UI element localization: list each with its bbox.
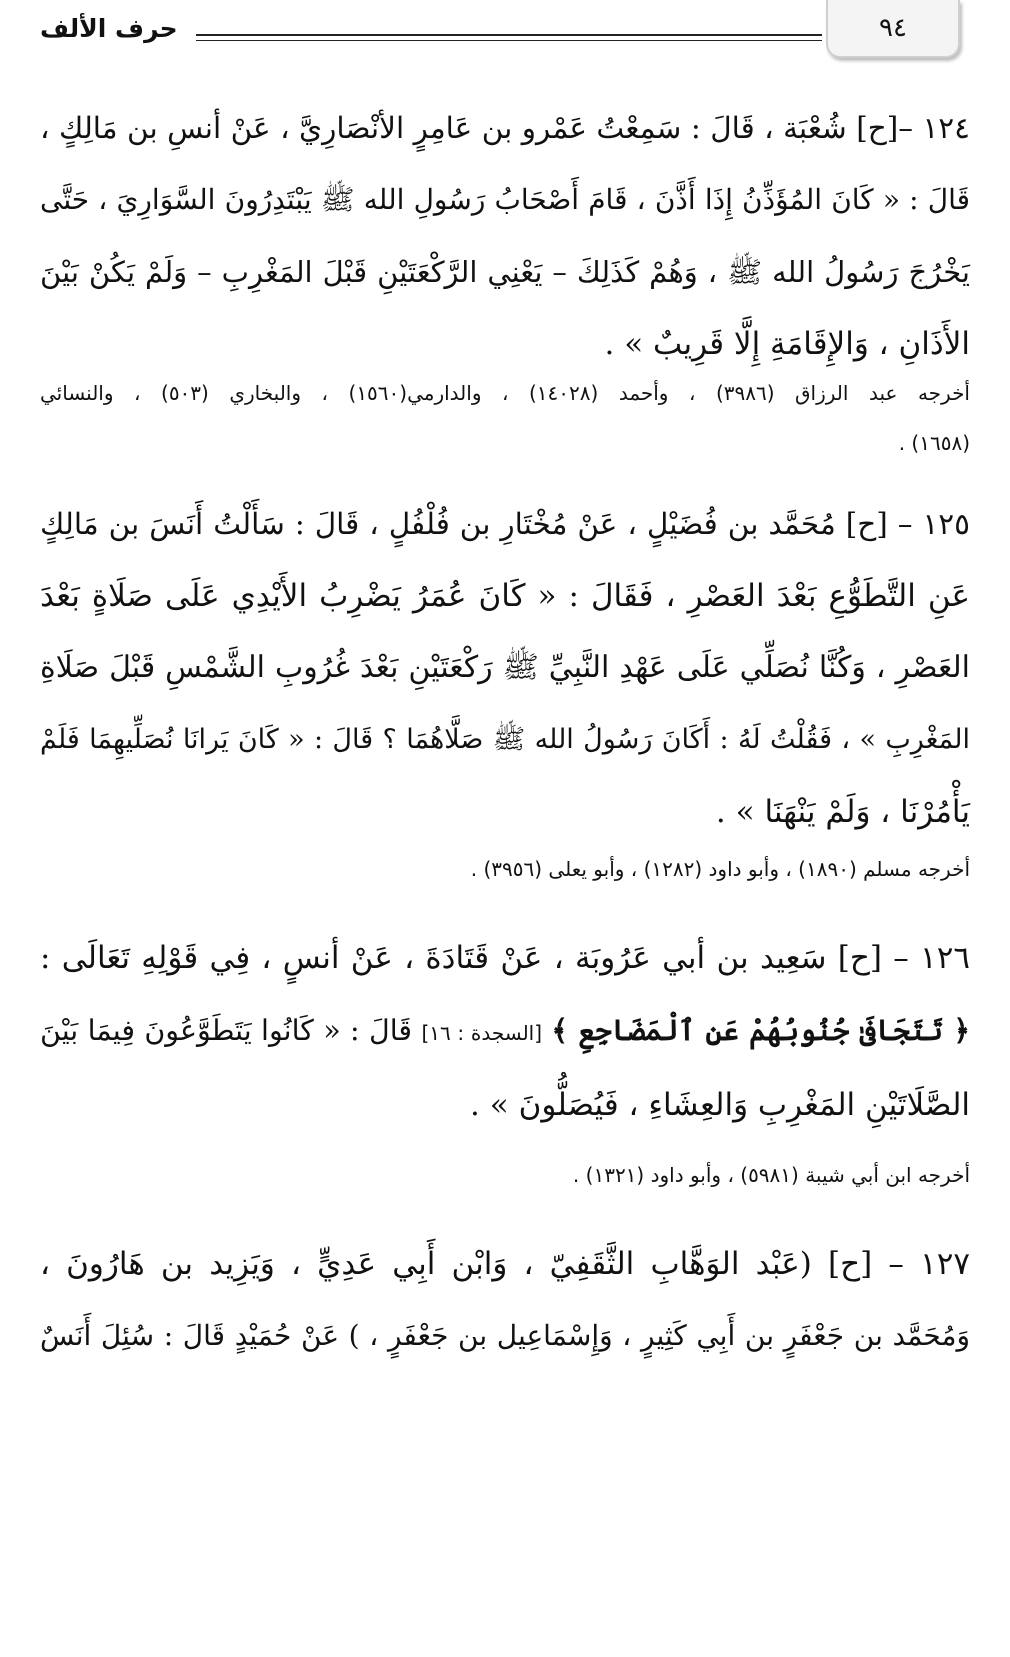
hadith-125-source — [40, 844, 970, 894]
hadith-line: ١٢٦ – [ح] سَعِيد بن أبي عَرُوبَة ، عَنْ قَتَادَةَ ، عَنْ أنسٍ ، فِي قَوْلِهِ تَعَالَى : — [40, 940, 970, 976]
hadith-126-source — [40, 1150, 970, 1200]
hadith-line: يَخْرُجَ رَسُولُ الله ﷺ ، وَهُمْ كَذَلِكَ – يَعْنِي الرَّكْعَتَيْنِ قَبْلَ المَغْرِبِ – وَلَمْ يَكُنْ بَيْنَ — [40, 255, 970, 289]
quran-verse: ﴿ تَتَجَافَىٰ جُنُوبُهُمْ عَنِ ٱلْمَضَاجِعِ ﴾ — [551, 1013, 971, 1047]
hadith-line: ١٢٤ –[ح] شُعْبَة ، قَالَ : سَمِعْتُ عَمْرو بن عَامِرٍ الأنْصَارِيَّ ، عَنْ أنسِ بن مَالِكٍ ، — [40, 111, 970, 145]
hadith-line: ١٢٧ – [ح] (عَبْد الوَهَّابِ الثَّقَفِيّ ، وَابْن أَبِي عَدِيٍّ ، وَيَزِيد بن هَارُونَ ، — [40, 1246, 970, 1282]
hadith-line-with-verse — [40, 994, 970, 1069]
hadith-line: ١٢٥ – [ح] مُحَمَّد بن فُضَيْلٍ ، عَنْ مُخْتَارِ بن فُلْفُلٍ ، قَالَ : سَأَلْتُ أَنَسَ بن مَالِكٍ — [40, 507, 970, 541]
page-number-tab — [826, 0, 960, 58]
hadith-line: قَالَ : « كَانَ المُؤَذِّنُ إِذَا أَذَّنَ ، قَامَ أَصْحَابُ رَسُولِ الله ﷺ يَبْتَدِرُونَ السَّوَارِيَ ، حَتَّى — [40, 183, 970, 216]
source-line: أخرجه مسلم (١٨٩٠) ، وأبو داود (١٢٨٢) ، وأبو يعلى (٣٩٥٦) . — [470, 857, 970, 881]
hadith-line-rest: قَالَ : « كَانُوا يَتَطَوَّعُونَ فِيمَا بَيْنَ — [40, 1014, 413, 1047]
hadith-line: وَمُحَمَّد بن جَعْفَرٍ بن أَبِي كَثِيرٍ ، وَإِسْمَاعِيل بن جَعْفَرٍ ، ) عَنْ حُمَيْدٍ قَالَ : سُئِلَ أَنَسٌ — [40, 1319, 970, 1352]
hadith-127 — [40, 1228, 970, 1372]
hadith-line: الصَّلَاتَيْنِ المَغْرِبِ وَالعِشَاءِ ، فَيُصَلُّونَ » . — [470, 1087, 970, 1123]
hadith-line: الأَذَانِ ، وَالإِقَامَةِ إِلَّا قَرِيبٌ » . — [604, 326, 970, 362]
hadith-124 — [40, 92, 970, 380]
hadith-line: عَنِ التَّطَوُّعِ بَعْدَ العَصْرِ ، فَقَالَ : « كَانَ عُمَرُ يَضْرِبُ الأَيْدِي عَلَى صَلَاةٍ بَعْدَ — [40, 578, 970, 614]
page-number: ٩٤ — [879, 13, 907, 43]
source-line: أخرجه عبد الرزاق (٣٩٨٦) ، وأحمد (١٤٠٢٨) ، والدارمي(١٥٦٠) ، والبخاري (٥٠٣) ، والنسائي — [40, 381, 970, 405]
hadith-line: العَصْرِ ، وَكُنَّا نُصَلِّي عَلَى عَهْدِ النَّبِيِّ ﷺ رَكْعَتَيْنِ بَعْدَ غُرُوبِ الشَّمْسِ قَبْلَ صَلَاةِ — [40, 650, 970, 685]
hadith-126 — [40, 922, 970, 1141]
hadith-line: المَغْرِبِ » ، فَقُلْتُ لَهُ : أَكَانَ رَسُولُ الله ﷺ صَلَّاهُمَا ؟ قَالَ : « كَانَ يَرانَا نُصَلِّيهِمَا فَلَمْ — [40, 724, 970, 755]
section-title: حرف الألف — [40, 14, 178, 43]
source-line: أخرجه ابن أبي شيبة (٥٩٨١) ، وأبو داود (١٣٢١) . — [572, 1163, 970, 1187]
page-header — [0, 0, 1010, 62]
hadith-124-source — [40, 368, 970, 468]
header-divider — [196, 34, 822, 36]
hadith-line: يَأْمُرْنَا ، وَلَمْ يَنْهَنَا » . — [715, 794, 970, 830]
source-line: (١٦٥٨) . — [898, 431, 970, 455]
hadith-125 — [40, 488, 970, 848]
quran-citation: [السجدة : ١٦] — [421, 1021, 543, 1045]
